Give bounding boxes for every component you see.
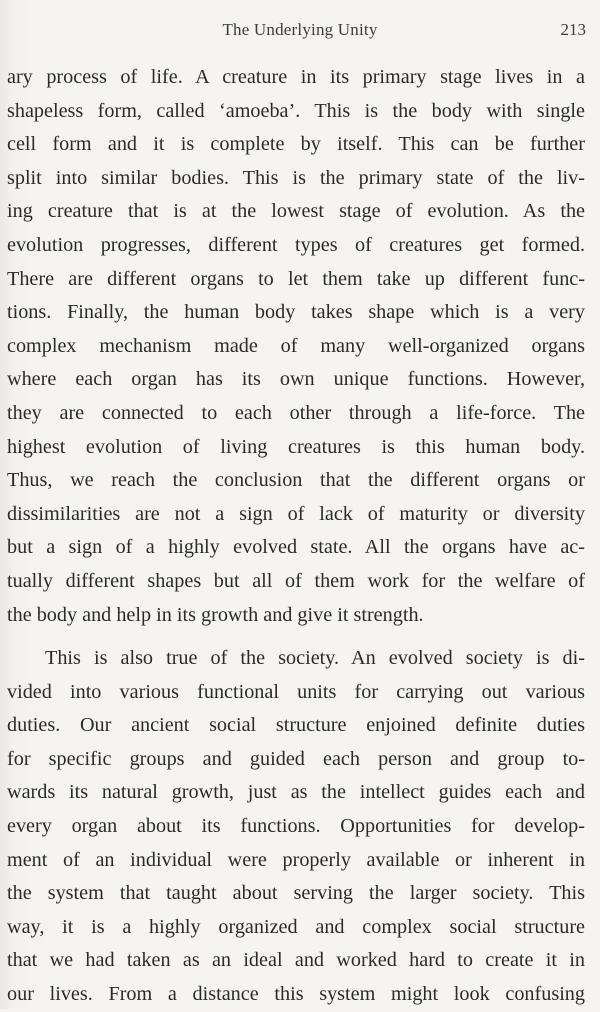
text-line: Thus, we reach the conclusion that the different organs or — [7, 469, 585, 492]
text-line: wards its natural growth, just as the intellect guides each and — [7, 781, 585, 804]
text-line: vided into various functional units for carrying out various — [7, 680, 585, 703]
text-line: but a sign of a highly evolved state. All the organs have ac- — [7, 536, 585, 559]
text-line: shapeless form, called ‘amoeba’. This is the body with single — [7, 99, 585, 122]
text-line: our lives. From a distance this system might look confusing — [7, 983, 585, 1006]
text-line: evolution progresses, different types of creatures get formed. — [7, 233, 585, 256]
text-line: for specific groups and guided each person and group to- — [7, 747, 585, 770]
text-line: where each organ has its own unique functions. However, — [7, 368, 585, 391]
text-line: split into similar bodies. This is the primary state of the liv- — [7, 166, 585, 189]
text-line: This is also true of the society. An evolved society is di- — [45, 647, 585, 670]
text-line: duties. Our ancient social structure enjoined definite duties — [7, 714, 585, 737]
text-line: tually different shapes but all of them work for the welfare of — [7, 569, 585, 592]
running-title: The Underlying Unity — [222, 20, 378, 39]
paragraph-2 — [7, 642, 585, 1012]
text-line: cell form and it is complete by itself. This can be further — [7, 133, 585, 156]
running-head — [0, 20, 600, 44]
text-line: ment of an individual were properly available or inherent in — [7, 848, 585, 871]
text-line: ing creature that is at the lowest stage of evolution. As the — [7, 200, 585, 223]
body-text — [7, 61, 585, 1012]
page-number: 213 — [560, 20, 586, 39]
text-line: highest evolution of living creatures is this human body. — [7, 435, 585, 458]
text-line: dissimilarities are not a sign of lack of maturity or diversity — [7, 502, 585, 525]
text-line: the body and help in its growth and give it strength. — [7, 603, 424, 626]
text-line: tions. Finally, the human body takes shape which is a very — [7, 301, 585, 324]
paragraph-gap — [7, 632, 585, 642]
text-line: There are different organs to let them take up different func- — [7, 267, 585, 290]
text-line: they are connected to each other through a life-force. The — [7, 401, 585, 424]
text-line: complex mechanism made of many well-organized organs — [7, 334, 585, 357]
paragraph-1 — [7, 61, 585, 632]
text-line: way, it is a highly organized and complex social structure — [7, 915, 585, 938]
text-line: the system that taught about serving the larger society. This — [7, 882, 585, 905]
text-line: ary process of life. A creature in its primary stage lives in a — [7, 66, 585, 88]
text-line: that we had taken as an ideal and worked hard to create it in — [7, 949, 585, 972]
text-line: every organ about its functions. Opportunities for develop- — [7, 815, 585, 838]
